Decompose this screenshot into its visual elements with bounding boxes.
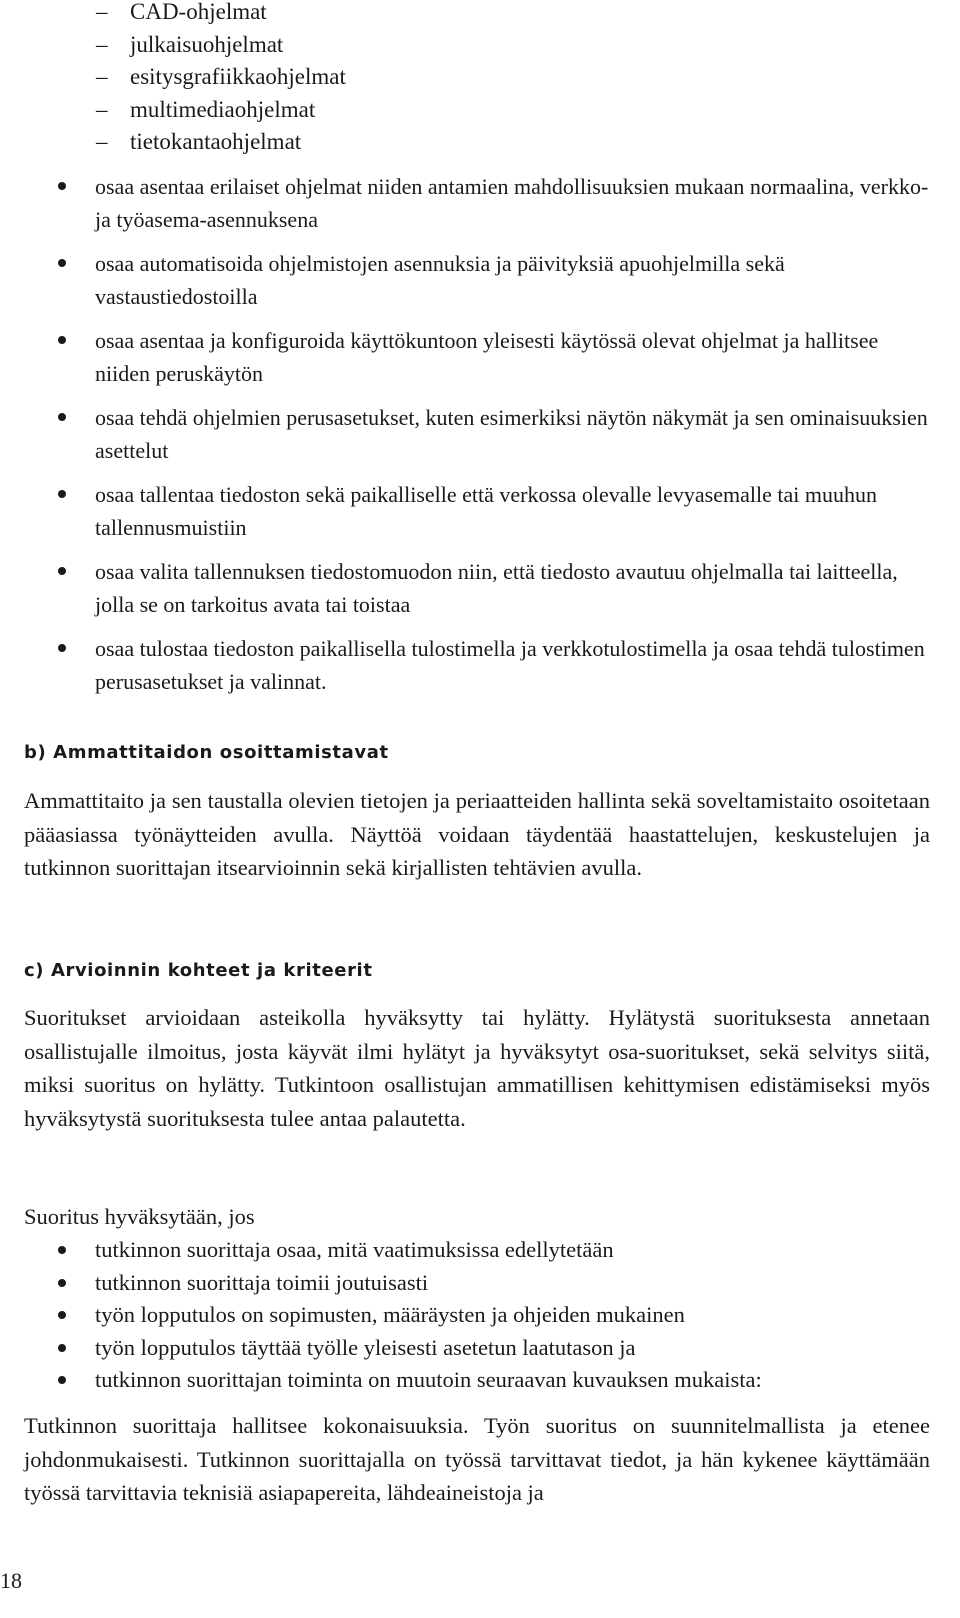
bullet-icon bbox=[58, 1279, 66, 1287]
acceptance-intro: Suoritus hyväksytään, jos bbox=[24, 1204, 255, 1229]
bullet-icon bbox=[58, 413, 66, 421]
section-b-paragraph: Ammattitaito ja sen taustalla olevien tietojen ja periaatteiden hallinta sekä soveltamistaito osoitetaan pääasiassa työnäytteiden avulla. Näyttöä voidaan täydentää haastattelujen, keskustelujen ja tutkinnon suorittajan itsearvioinnin sekä kirjallisten tehtävien avulla. bbox=[24, 788, 930, 880]
dash-marker: – bbox=[96, 96, 108, 122]
list-item: osaa automatisoida ohjelmistojen asennuksia ja päivityksiä apuohjelmilla sekä vastaustiedostoilla bbox=[58, 247, 938, 313]
list-item: osaa tulostaa tiedoston paikallisella tulostimella ja verkkotulostimella ja osaa tehdä tulostimen perusasetukset ja valinnat. bbox=[58, 632, 938, 698]
bullet-icon bbox=[58, 567, 66, 575]
dash-marker: – bbox=[96, 0, 108, 24]
list-item: tutkinnon suorittajan toiminta on muutoin seuraavan kuvauksen mukaista: bbox=[58, 1364, 918, 1397]
bullet-icon bbox=[58, 1311, 66, 1319]
list-item: – tietokantaohjelmat bbox=[96, 126, 346, 159]
section-c-heading: c) Arvioinnin kohteet ja kriteerit bbox=[24, 960, 373, 981]
list-item: osaa tallentaa tiedoston sekä paikalliselle että verkossa olevalle levyasemalle tai muuhun tallennusmuistiin bbox=[58, 478, 938, 544]
performance-description: Tutkinnon suorittaja hallitsee kokonaisuuksia. Työn suoritus on suunnitelmallista ja etenee johdonmukaisesti. Tutkinnon suorittajalla on työssä tarvittavat tiedot, ja hän kykenee käyttämään työssä tarvittavia teknisiä asiapapereita, lähdeaineistoja ja bbox=[24, 1413, 930, 1505]
list-item: – julkaisuohjelmat bbox=[96, 29, 346, 62]
list-item: tutkinnon suorittaja toimii joutuisasti bbox=[58, 1267, 918, 1300]
bullet-icon bbox=[58, 490, 66, 498]
bullet-icon bbox=[58, 182, 66, 190]
bullet-icon bbox=[58, 1344, 66, 1352]
list-item: osaa asentaa erilaiset ohjelmat niiden antamien mahdollisuuksien mukaan normaalina, verkko- ja työasema-asennuksena bbox=[58, 170, 938, 236]
list-item: – CAD-ohjelmat bbox=[96, 0, 346, 29]
list-item: osaa tehdä ohjelmien perusasetukset, kuten esimerkiksi näytön näkymät ja sen ominaisuuksien asettelut bbox=[58, 401, 938, 467]
page-number: 18 bbox=[0, 1568, 22, 1593]
section-c-paragraph: Suoritukset arvioidaan asteikolla hyväksytty tai hylätty. Hylätystä suorituksesta annetaan osallistujalle ilmoitus, josta käyvät ilmi hylätyt ja hyväksytyt osa-suoritukset, sekä selvitys siitä, miksi suoritus on hylätty. Tutkintoon osallistujan ammatillisen kehittymisen edistämiseksi myös hyväksytystä suorituksesta tulee antaa palautetta. bbox=[24, 1005, 930, 1131]
bullet-icon bbox=[58, 336, 66, 344]
dash-marker: – bbox=[96, 129, 108, 154]
bullet-icon bbox=[58, 259, 66, 267]
list-item: työn lopputulos on sopimusten, määräysten ja ohjeiden mukainen bbox=[58, 1299, 918, 1332]
list-item: – multimediaohjelmat bbox=[96, 94, 346, 127]
list-item: osaa valita tallennuksen tiedostomuodon niin, että tiedosto avautuu ohjelmalla tai laitteella, jolla se on tarkoitus avata tai toistaa bbox=[58, 555, 938, 621]
bullet-icon bbox=[58, 1376, 66, 1384]
acceptance-criteria-list bbox=[58, 1234, 918, 1397]
bullet-icon bbox=[58, 1246, 66, 1254]
skills-bullet-list bbox=[58, 170, 938, 709]
list-item: työn lopputulos täyttää työlle yleisesti asetetun laatutason ja bbox=[58, 1332, 918, 1365]
section-b-heading: b) Ammattitaidon osoittamistavat bbox=[24, 742, 389, 763]
bullet-icon bbox=[58, 644, 66, 652]
dash-marker: – bbox=[96, 64, 108, 89]
list-item: osaa asentaa ja konfiguroida käyttökuntoon yleisesti käytössä olevat ohjelmat ja hallitsee niiden peruskäytön bbox=[58, 324, 938, 390]
list-item: tutkinnon suorittaja osaa, mitä vaatimuksissa edellytetään bbox=[58, 1234, 918, 1267]
list-item: – esitysgrafiikkaohjelmat bbox=[96, 61, 346, 94]
dash-marker: – bbox=[96, 31, 108, 57]
software-type-list bbox=[96, 0, 346, 159]
